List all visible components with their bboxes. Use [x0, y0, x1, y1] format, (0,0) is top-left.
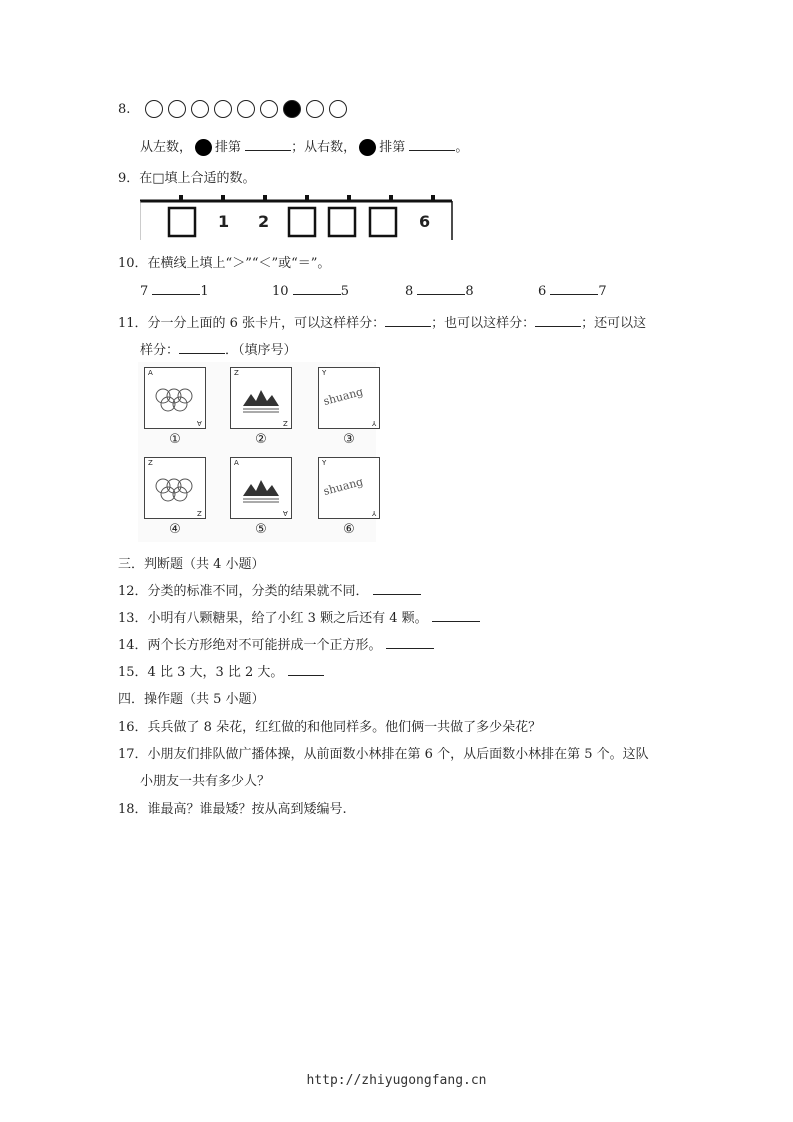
- number-1: 1: [218, 212, 230, 231]
- q11-line-2: [140, 339, 297, 358]
- number-line-svg: [140, 192, 454, 242]
- filled-circle-icon: [359, 139, 376, 156]
- section-4-heading: 四．操作题（共 5 小题）: [118, 692, 265, 707]
- q8-rank-text: 排第: [215, 140, 242, 155]
- card-2: [230, 367, 292, 429]
- q8-rank-text-2: 排第: [379, 140, 406, 155]
- card-corner-letter: A: [234, 459, 239, 467]
- q8-answer-row: [140, 136, 468, 156]
- q11-blank-2[interactable]: [535, 314, 581, 327]
- card-corner-letter: Y: [322, 459, 327, 467]
- q10-pair-2-left: 10: [272, 284, 289, 299]
- q10-pair-1-right: 1: [200, 284, 209, 299]
- q10-pair-4: [538, 282, 607, 299]
- card-corner-letter-bottom: A: [197, 419, 202, 427]
- card-5: [230, 457, 292, 519]
- circle-4: [214, 100, 232, 118]
- card-label-6: ⑥: [343, 522, 355, 537]
- card-label-3: ③: [343, 432, 355, 447]
- card-corner-letter-bottom: Z: [283, 419, 288, 427]
- card-corner-letter-bottom: A: [283, 509, 288, 517]
- q15-text: 15．4 比 3 大，3 比 2 大。: [118, 665, 284, 680]
- card-corner-letter: A: [148, 369, 153, 377]
- q17-line-1: 17．小朋友们排队做广播体操，从前面数小林排在第 6 个，从后面数小林排在第 5 个。这队: [118, 747, 649, 762]
- q14-blank[interactable]: [386, 636, 434, 649]
- q8-end: 。: [455, 140, 469, 155]
- q8-number: 8.: [118, 101, 131, 117]
- card-label-2: ②: [255, 432, 267, 447]
- q11-line1-c: ；还可以这: [581, 316, 647, 331]
- card-corner-letter: Y: [322, 369, 327, 377]
- q12-blank[interactable]: [373, 582, 421, 595]
- q11-line2-b: ．（填序号）: [225, 343, 297, 358]
- card-corner-letter-bottom: Y: [371, 509, 376, 517]
- q11-blank-1[interactable]: [385, 314, 431, 327]
- number-line-figure: [140, 192, 454, 242]
- card-label-1: ①: [169, 432, 181, 447]
- card-1: [144, 367, 206, 429]
- q10-pair-2-right: 5: [340, 284, 349, 299]
- q10-blank-2[interactable]: [293, 282, 341, 295]
- q10-pair-3-left: 8: [405, 284, 414, 299]
- q10-blank-1[interactable]: [152, 282, 200, 295]
- q15-blank[interactable]: [288, 663, 324, 676]
- q13-text: 13．小明有八颗糖果，给了小红 3 颗之后还有 4 颗。: [118, 611, 428, 626]
- card-label-5: ⑤: [255, 522, 267, 537]
- filled-circle-icon: [195, 139, 212, 156]
- q10-pair-3: [405, 282, 474, 299]
- q11-blank-3[interactable]: [179, 341, 225, 354]
- q11-line1-a: 11．分一分上面的 6 张卡片，可以这样样分：: [118, 316, 386, 331]
- q18-text: 18．谁最高？谁最矮？按从高到矮编号.: [118, 802, 347, 817]
- card-6: [318, 457, 380, 519]
- q10-pair-1: [140, 282, 209, 299]
- q8-left-prefix: 从左数，: [140, 140, 193, 155]
- circle-6: [260, 100, 278, 118]
- q11-line1-b: ；也可以这样分：: [431, 316, 536, 331]
- circle-8: [306, 100, 324, 118]
- card-word: shuang: [322, 384, 365, 409]
- q9-text: 9．在□填上合适的数。: [118, 171, 256, 186]
- q10-blank-4[interactable]: [550, 282, 598, 295]
- q10-pair-1-left: 7: [140, 284, 149, 299]
- number-2: 2: [258, 212, 270, 231]
- q8-right-prefix: ；从右数，: [291, 140, 357, 155]
- q8-row: [118, 100, 352, 118]
- cards-figure: [138, 362, 376, 542]
- card-corner-letter-bottom: Z: [197, 509, 202, 517]
- q15-row: [118, 661, 324, 680]
- q10-pair-4-right: 7: [598, 284, 607, 299]
- q10-pair-2: [272, 282, 349, 299]
- section-3-heading: 三．判断题（共 4 小题）: [118, 557, 265, 572]
- q12-text: 12．分类的标准不同，分类的结果就不同．: [118, 584, 369, 599]
- footer-url: http://zhiyugongfang.cn: [306, 1073, 487, 1088]
- card-3: [318, 367, 380, 429]
- q10-text: 10．在横线上填上“＞”“＜”或“＝”。: [118, 256, 331, 271]
- q10-blank-3[interactable]: [417, 282, 465, 295]
- q11-line-1: [118, 312, 646, 331]
- q16-text: 16．兵兵做了 8 朵花，红红做的和他同样多。他们俩一共做了多少朵花？: [118, 720, 542, 735]
- card-label-4: ④: [169, 522, 181, 537]
- card-4: [144, 457, 206, 519]
- circle-2: [168, 100, 186, 118]
- circle-5: [237, 100, 255, 118]
- q8-blank-left[interactable]: [245, 138, 291, 151]
- q14-text: 14．两个长方形绝对不可能拼成一个正方形。: [118, 638, 382, 653]
- card-corner-letter: Z: [234, 369, 239, 377]
- circle-1: [145, 100, 163, 118]
- q10-pair-4-left: 6: [538, 284, 547, 299]
- card-corner-letter-bottom: Y: [371, 419, 376, 427]
- circle-7-filled: [283, 100, 301, 118]
- number-6: 6: [419, 212, 431, 231]
- card-corner-letter: Z: [148, 459, 153, 467]
- circle-3: [191, 100, 209, 118]
- q11-line2-a: 样分：: [140, 343, 180, 358]
- q13-row: [118, 607, 480, 626]
- q17-line-2: 小朋友一共有多少人？: [140, 774, 271, 789]
- circle-9: [329, 100, 347, 118]
- q8-blank-right[interactable]: [409, 138, 455, 151]
- q12-row: [118, 580, 421, 599]
- q14-row: [118, 634, 434, 653]
- card-word: shuang: [322, 474, 365, 499]
- q13-blank[interactable]: [432, 609, 480, 622]
- q10-pair-3-right: 8: [465, 284, 474, 299]
